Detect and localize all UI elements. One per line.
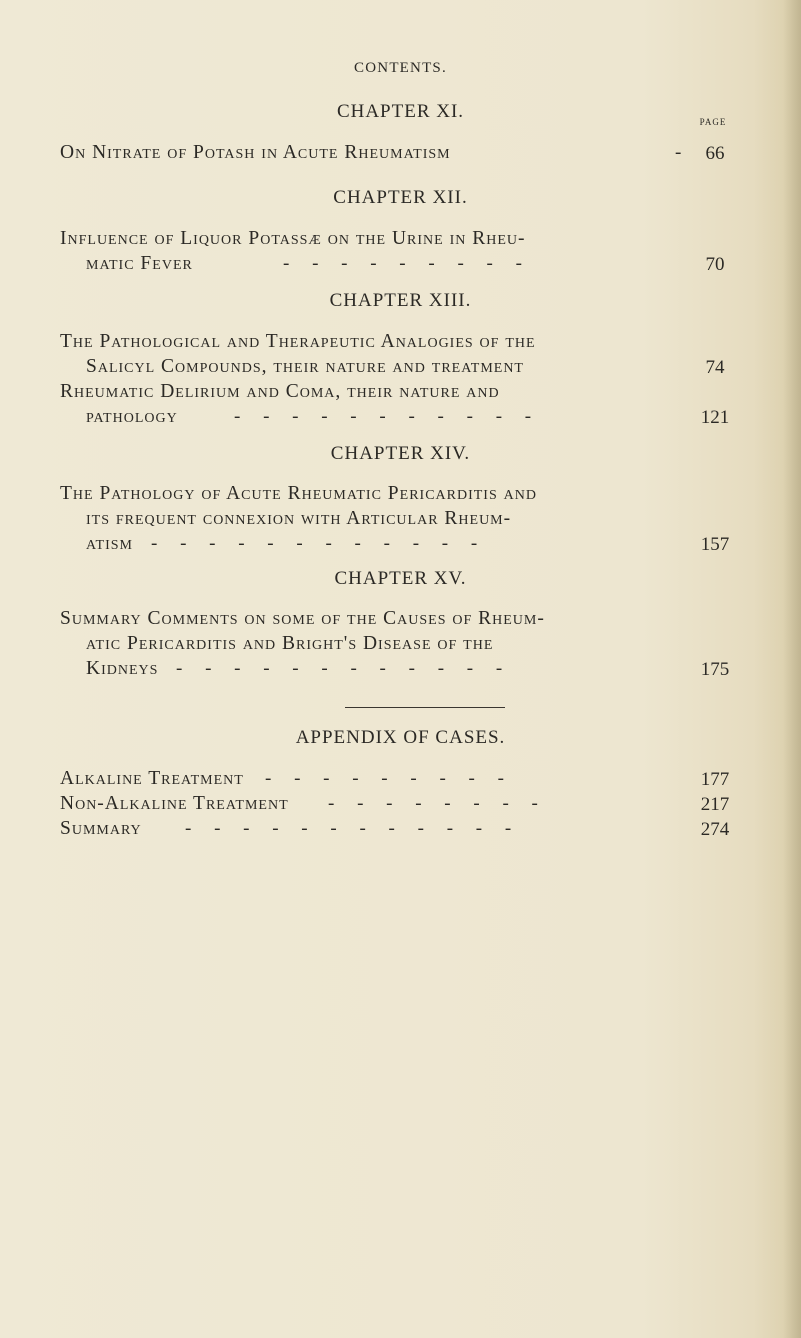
appendix-entry-title: Summary	[60, 818, 142, 839]
leader-dots: - - - - - - - - - - - -	[185, 818, 521, 839]
page-number: 66	[705, 143, 725, 164]
appendix-entry-title: Non-Alkaline Treatment	[60, 793, 289, 814]
entry-title-line: On Nitrate of Potash in Acute Rheumatism	[60, 142, 451, 163]
leader-dots: - - - - - - - - - - - -	[151, 533, 487, 554]
leader-dots: - - - - - - - - - - - -	[176, 658, 512, 679]
appendix-heading: APPENDIX OF CASES.	[295, 727, 506, 748]
page-number: 121	[700, 407, 730, 428]
chapter-heading: CHAPTER XIV.	[330, 443, 471, 464]
chapter-heading: CHAPTER XV.	[334, 568, 467, 589]
entry-title-line: Rheumatic Delirium and Coma, their nature and	[60, 381, 500, 402]
appendix-entry-title: Alkaline Treatment	[60, 768, 244, 789]
leader-dots: - - - - - - - - -	[283, 253, 531, 274]
page-number: 177	[700, 769, 730, 790]
page-number: 70	[705, 254, 725, 275]
leader-dots: -	[675, 142, 691, 163]
page-number: 157	[700, 534, 730, 555]
entry-title-line: Kidneys	[86, 658, 159, 679]
leader-dots: - - - - - - - -	[328, 793, 547, 814]
entry-title-line: atic Pericarditis and Bright's Disease of the	[86, 633, 494, 654]
page-number: 274	[700, 819, 730, 840]
entry-title-line: The Pathological and Therapeutic Analogies of the	[60, 331, 536, 352]
entry-title-line: matic Fever	[86, 253, 193, 274]
entry-title-line: Influence of Liquor Potassæ on the Urine in Rheu-	[60, 228, 526, 249]
section-divider-rule	[345, 707, 505, 708]
leader-dots: - - - - - - - - -	[265, 768, 513, 789]
chapter-heading: CHAPTER XIII.	[329, 290, 472, 311]
entry-title-line: atism	[86, 533, 134, 554]
entry-title-line: Salicyl Compounds, their nature and treatment	[86, 356, 524, 377]
leader-dots: - - - - - - - - - - -	[234, 406, 541, 427]
entry-title-line: pathology	[86, 406, 178, 427]
running-head: CONTENTS.	[354, 60, 447, 76]
page-column-label: PAGE	[699, 117, 727, 127]
entry-title-line: The Pathology of Acute Rheumatic Pericarditis and	[60, 483, 537, 504]
page-number: 74	[705, 357, 725, 378]
chapter-heading: CHAPTER XII.	[333, 187, 468, 208]
page-number: 217	[700, 794, 730, 815]
entry-title-line: its frequent connexion with Articular Rheum-	[86, 508, 512, 529]
entry-title-line: Summary Comments on some of the Causes of Rheum-	[60, 608, 545, 629]
page-number: 175	[700, 659, 730, 680]
chapter-heading: CHAPTER XI.	[336, 101, 465, 122]
